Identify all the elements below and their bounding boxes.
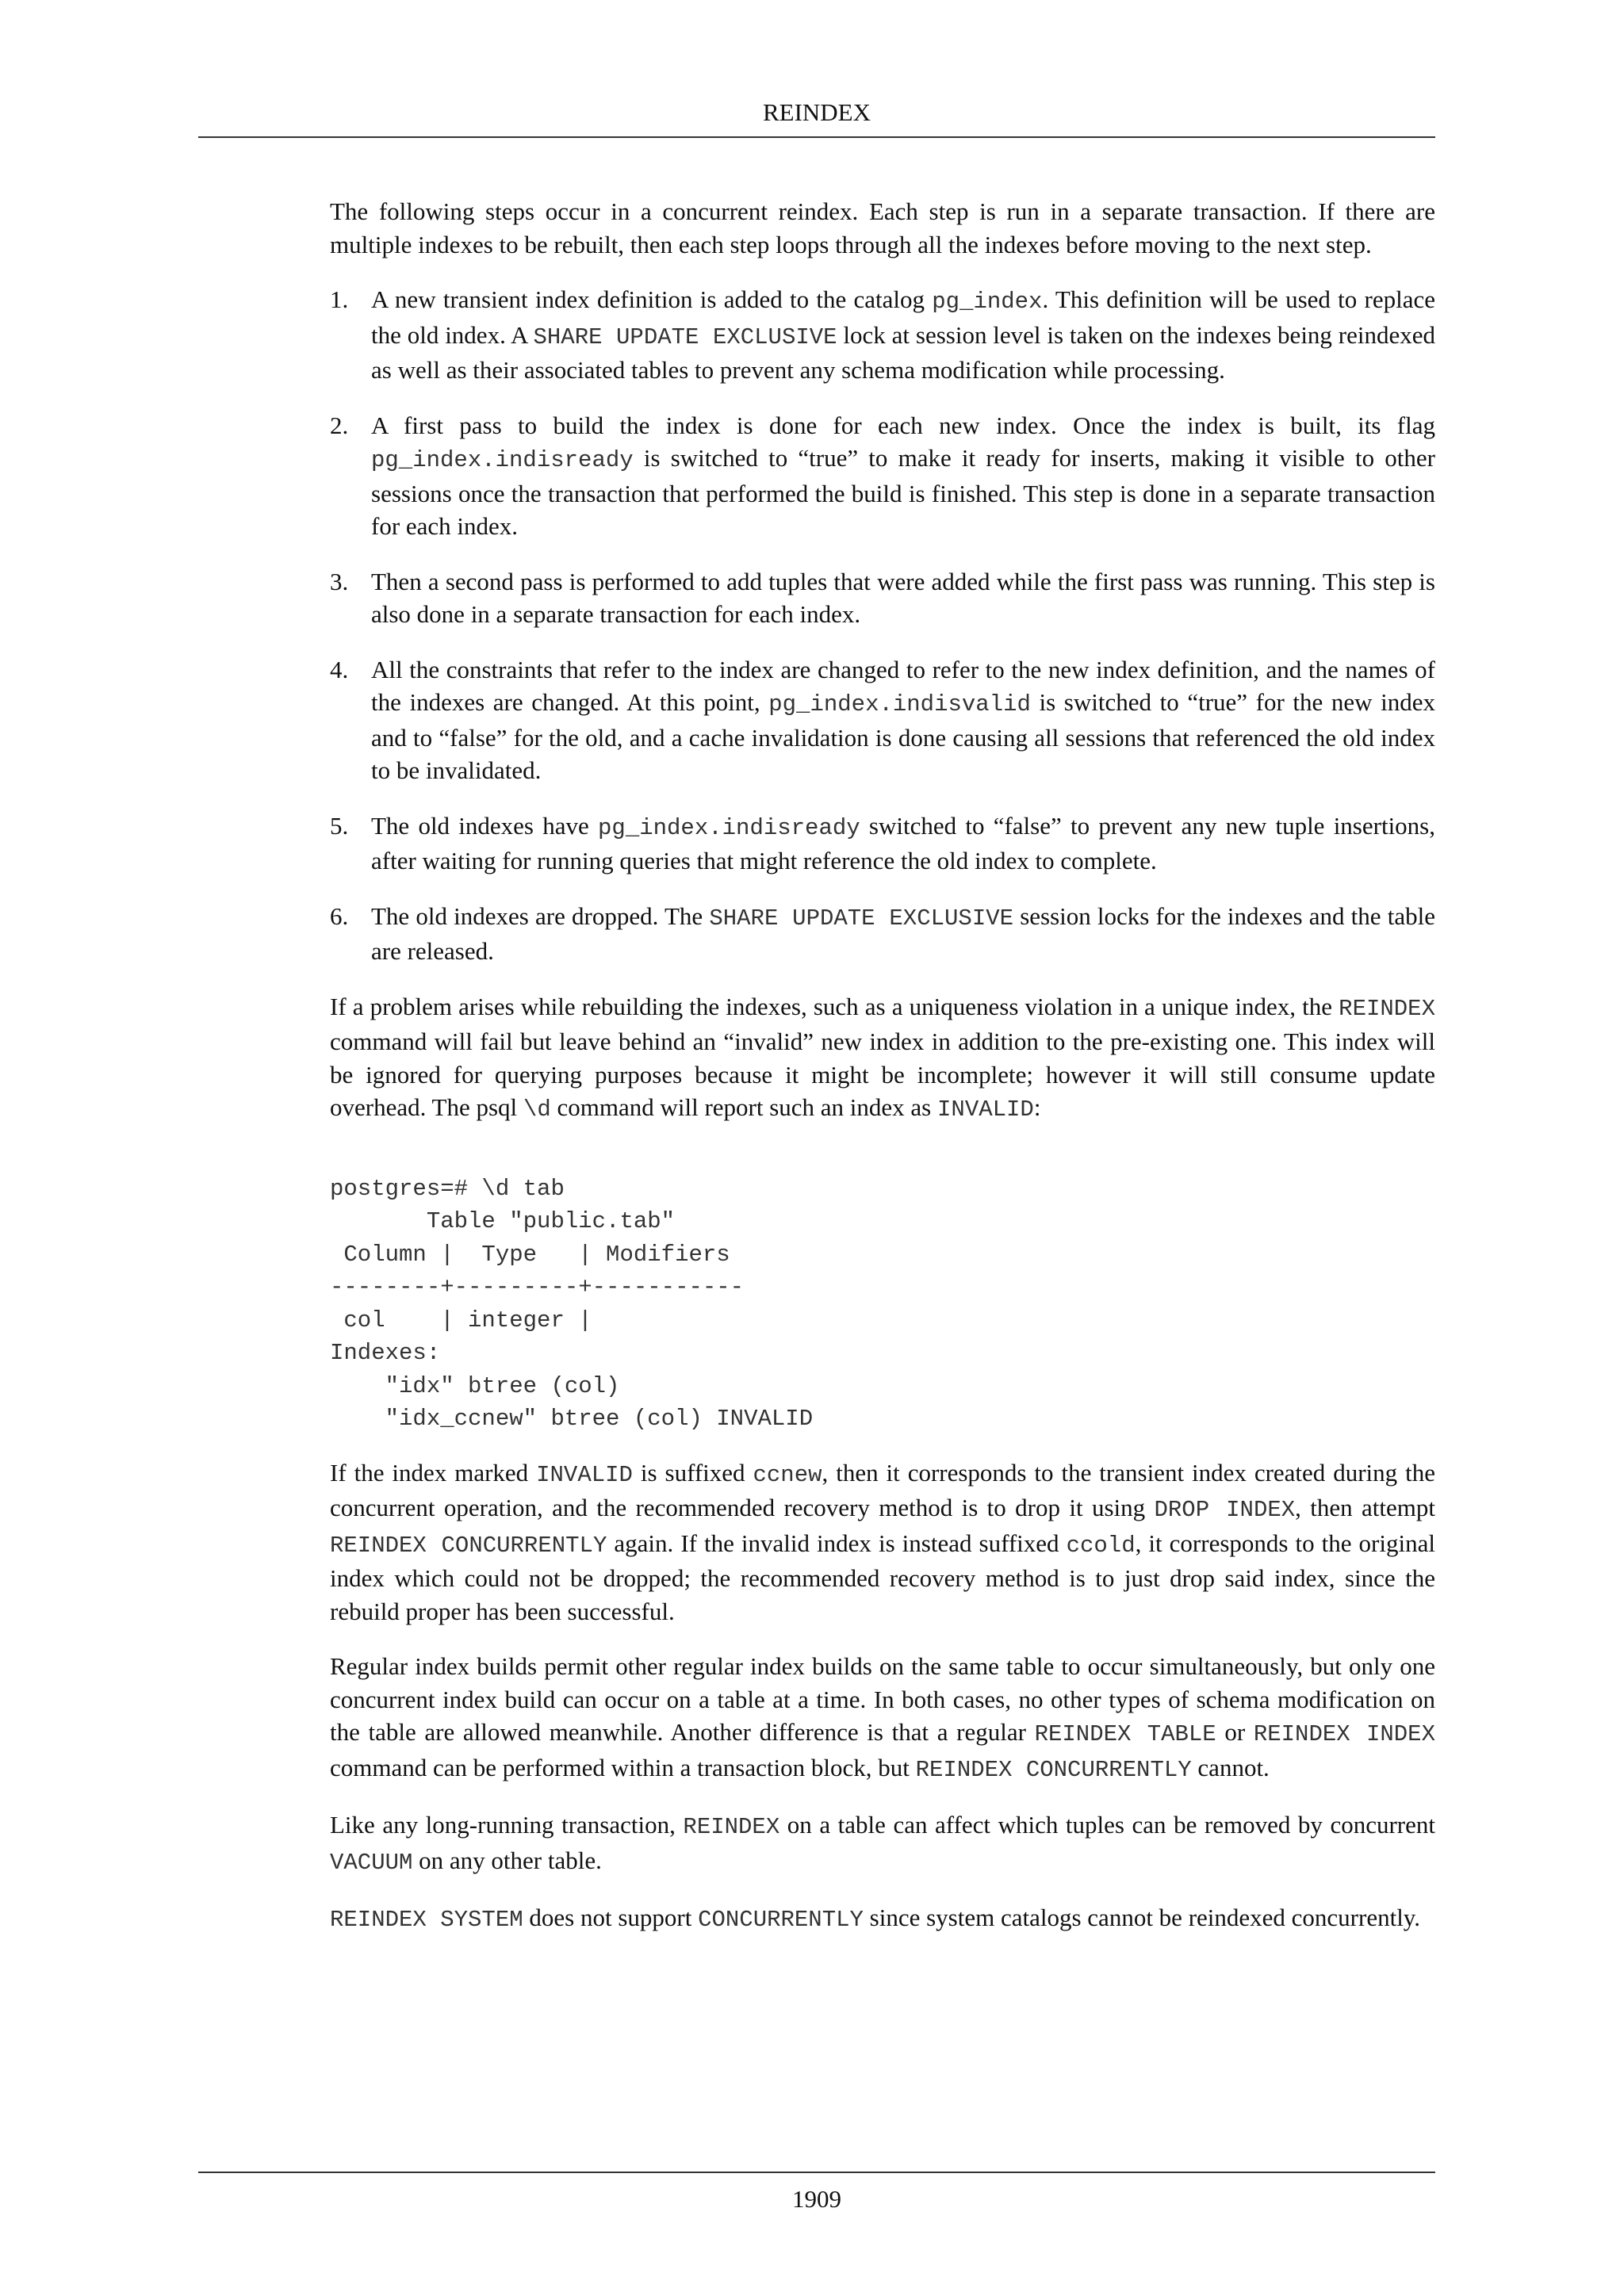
paragraph-text: If the index marked (330, 1458, 537, 1487)
step-text: All the constraints that refer to the index are changed to refer to the new index definition, and the names of the indexes are changed. At this point, (371, 655, 1435, 716)
step-text: lock at session level is taken on the indexes being reindexed as well as their associated tables to prevent any schema modification while processing. (371, 320, 1435, 384)
step-text: switched to “false” to prevent any new tuple insertions, after waiting for running queries that might reference the old index to complete. (371, 811, 1435, 874)
invalid-index-paragraph (330, 1456, 1435, 1628)
paragraph-text: Like any long-running transaction, (330, 1811, 684, 1839)
page-number: 1909 (792, 2185, 841, 2213)
paragraph-text: If a problem arises while rebuilding the indexes, such as a uniqueness violation in a unique index, the (330, 992, 1339, 1020)
inline-code: REINDEX (1339, 995, 1435, 1022)
paragraph-text: or (1216, 1718, 1254, 1746)
step-item (330, 409, 1435, 543)
page-content (330, 195, 1435, 1959)
inline-code: INVALID (937, 1096, 1034, 1123)
step-text: The old indexes are dropped. The (371, 901, 710, 930)
inline-code: VACUUM (330, 1849, 413, 1876)
step-item (330, 900, 1435, 968)
inline-code: REINDEX CONCURRENTLY (915, 1756, 1192, 1783)
paragraph-text: on any other table. (412, 1846, 602, 1874)
step-number: 6. (330, 901, 349, 930)
step-text: A first pass to build the index is done for each new index. Once the index is built, its flag (371, 411, 1435, 439)
step-item (330, 283, 1435, 387)
step-number: 4. (330, 655, 349, 683)
paragraph-text: is suffixed (632, 1458, 753, 1487)
inline-code: CONCURRENTLY (698, 1907, 864, 1933)
paragraph-text: , it corresponds to the original index which could not be dropped; the recommended recovery method is to just drop said index, since the rebuild proper has been successful. (330, 1529, 1435, 1625)
step-text: is switched to “true” for the new index and to “false” for the old, and a cache invalidation is done causing all sessions that referenced the old index to be invalidated. (371, 688, 1435, 784)
paragraph-text: , then attempt (1295, 1494, 1435, 1521)
step-text: session locks for the indexes and the table are released. (371, 901, 1435, 965)
inline-code: SHARE UPDATE EXCLUSIVE (533, 323, 837, 350)
inline-code: pg_index.indisready (598, 814, 860, 841)
step-number: 2. (330, 411, 349, 439)
step-item (330, 565, 1435, 631)
paragraph-text: command will fail but leave behind an “invalid” new index in addition to the pre-existing one. This index will be ignored for querying purposes because it might be incomplete; however it will still consume update overhead. The psql (330, 1027, 1435, 1121)
inline-code: REINDEX CONCURRENTLY (330, 1532, 607, 1559)
paragraph-text: Regular index builds permit other regular index builds on the same table to occur simultaneously, but only one concurrent index build can occur on a table at a time. In both cases, no other types of schema modification on the table are allowed meanwhile. Another difference is that a regular (330, 1652, 1435, 1746)
step-text: The old indexes have (371, 811, 599, 840)
inline-code: REINDEX INDEX (1253, 1721, 1435, 1747)
inline-code: pg_index.indisvalid (768, 691, 1031, 718)
concurrent-reindex-steps (330, 283, 1435, 968)
paragraph-text: : (1033, 1093, 1041, 1121)
step-item (330, 809, 1435, 878)
inline-code: ccold (1066, 1532, 1136, 1559)
regular-builds-paragraph (330, 1650, 1435, 1786)
step-number: 3. (330, 567, 349, 595)
inline-code: \d (523, 1096, 551, 1123)
footer-rule (198, 2172, 1435, 2173)
intro-paragraph: The following steps occur in a concurrent reindex. Each step is run in a separate transaction. If there are multiple indexes to be rebuilt, then each step loops through all the indexes before moving to the next step. (330, 197, 1435, 258)
paragraph-text: on a table can affect which tuples can be removed by concurrent (779, 1811, 1435, 1839)
paragraph-text: , then it corresponds to the transient index created during the concurrent operation, and the recommended recovery method is to drop it using (330, 1458, 1435, 1521)
inline-code: REINDEX SYSTEM (330, 1907, 523, 1933)
inline-code: SHARE UPDATE EXCLUSIVE (709, 905, 1014, 932)
paragraph-text: since system catalogs cannot be reindexed concurrently. (863, 1904, 1421, 1931)
step-item (330, 653, 1435, 787)
step-number: 1. (330, 285, 349, 313)
inline-code: pg_index.indisready (371, 447, 634, 473)
paragraph-text: again. If the invalid index is instead suffixed (607, 1529, 1067, 1557)
inline-code: REINDEX (683, 1814, 780, 1840)
inline-code: pg_index (932, 289, 1043, 315)
inline-code: DROP INDEX (1154, 1497, 1296, 1523)
paragraph-text: cannot. (1191, 1753, 1270, 1781)
long-running-paragraph (330, 1808, 1435, 1879)
paragraph-text: command can be performed within a transaction block, but (330, 1753, 916, 1781)
inline-code: ccnew (753, 1461, 822, 1488)
header-rule (198, 136, 1435, 138)
inline-code: REINDEX TABLE (1034, 1721, 1216, 1747)
system-reindex-paragraph (330, 1901, 1435, 1937)
step-text: . This definition will be used to replace the old index. A (371, 285, 1435, 349)
inline-code: INVALID (536, 1461, 633, 1488)
step-text: is switched to “true” to make it ready for inserts, making it visible to other sessions once the transaction that performed the build is finished. This step is done in a separate transaction for each index. (371, 444, 1435, 540)
page-header-title: REINDEX (762, 98, 871, 126)
paragraph-text: command will report such an index as (550, 1093, 938, 1121)
step-text: A new transient index definition is added to the catalog (371, 285, 933, 313)
paragraph-text: does not support (523, 1904, 699, 1931)
step-number: 5. (330, 811, 349, 840)
problem-paragraph (330, 990, 1435, 1127)
psql-output-example: postgres=# \d tab Table "public.tab" Column | Type | Modifiers --------+---------+----------- col | integer | Indexes: "idx" btree (col) "idx_ccnew" btree (col) INVALID (330, 1175, 814, 1432)
step-text: Then a second pass is performed to add tuples that were added while the first pass was running. This step is also done in a separate transaction for each index. (371, 567, 1435, 628)
